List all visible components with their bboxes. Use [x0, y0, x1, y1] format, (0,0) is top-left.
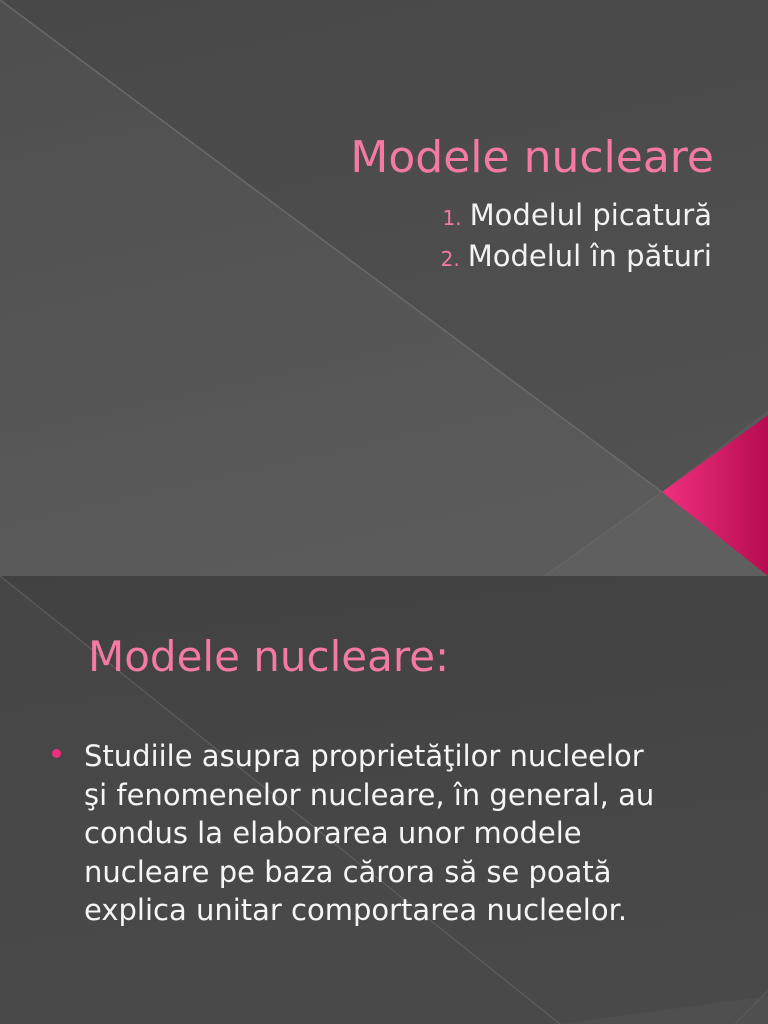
- bullet-line: şi fenomenelor nucleare, în general, au: [84, 777, 655, 812]
- list-number: 2.: [440, 247, 460, 271]
- bullet-line: nucleare pe baza cărora să se poată: [84, 854, 612, 889]
- bullet-line: Studiile asupra proprietăţilor nucleelor: [84, 739, 644, 773]
- bullet-item: [52, 737, 732, 930]
- slide-title: Modele nucleare: [350, 132, 714, 183]
- list-item-text: Modelul în pături: [467, 239, 712, 273]
- list-item: [441, 196, 712, 237]
- slide-title: Modele nucleare:: [88, 632, 450, 681]
- bullet-line: explica unitar comportarea nucleelor.: [84, 893, 628, 927]
- numbered-list: [441, 196, 712, 278]
- bullet-line: condus la elaborarea unor modele: [84, 816, 582, 850]
- list-number: 1.: [442, 206, 462, 230]
- list-item-text: Modelul picatură: [469, 198, 712, 232]
- bullet-dot-icon: [52, 749, 61, 758]
- list-item: [441, 237, 712, 278]
- bullet-list: [52, 737, 732, 930]
